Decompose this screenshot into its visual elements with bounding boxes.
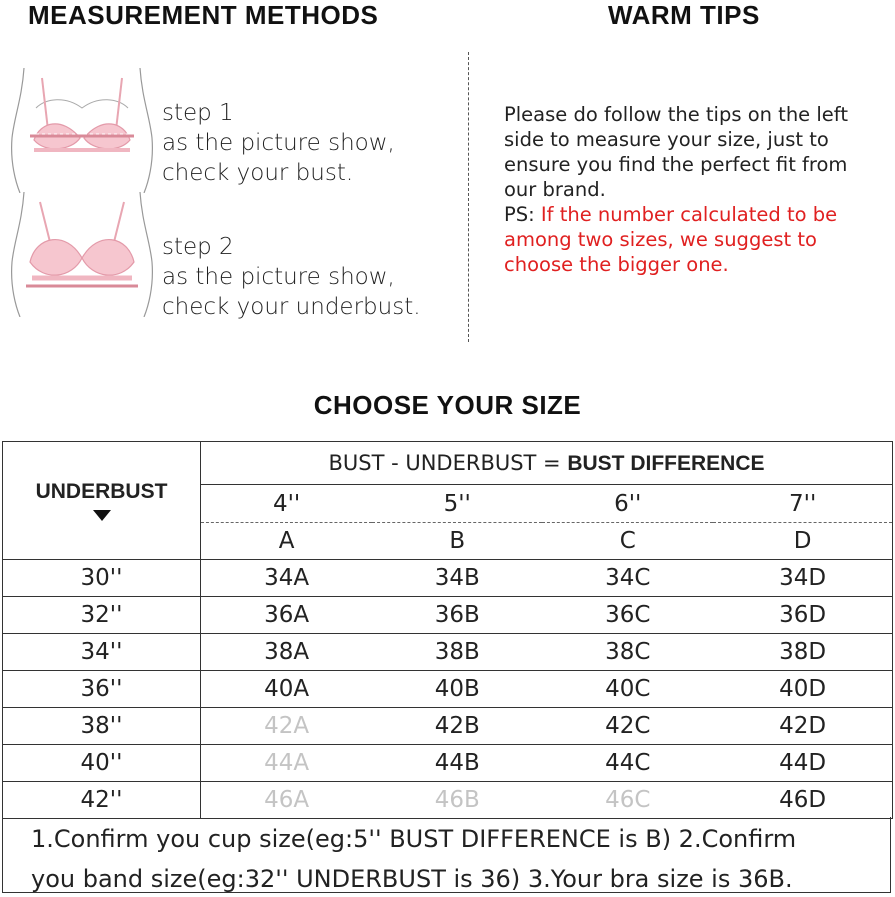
size-chart-table [2,441,893,819]
band-cell: 36'' [3,671,201,708]
size-cell: 44D [713,745,892,782]
table-row [3,708,893,745]
cup-cell: B [372,523,542,560]
table-row [3,782,893,819]
size-cell: 34B [372,560,542,597]
table-row [3,745,893,782]
size-cell: 42A [201,708,373,745]
section-divider [468,52,469,342]
size-cell: 44A [201,745,373,782]
band-cell: 34'' [3,634,201,671]
measurement-methods-title: MEASUREMENT METHODS [28,0,379,30]
choose-your-size-title: CHOOSE YOUR SIZE [313,390,582,420]
difference-cell: 7'' [713,485,892,523]
step-2-text [162,232,421,322]
size-cell: 34D [713,560,892,597]
underbust-header [3,442,201,560]
size-cell: 42C [542,708,713,745]
underbust-header-label: UNDERBUST [35,480,168,503]
band-cell: 42'' [3,782,201,819]
step-2-label: step 2 [162,234,234,260]
size-cell: 46A [201,782,373,819]
tips-body: Please do follow the tips on the left side to measure your size, just to ensure you find the perfect fit from our brand. [504,103,848,201]
size-cell: 42B [372,708,542,745]
size-instructions-note [2,817,891,893]
band-cell: 32'' [3,597,201,634]
step-2-line3: check your underbust. [162,294,421,320]
cup-cell: A [201,523,373,560]
size-cell: 40C [542,671,713,708]
tips-ps-prefix: PS: [504,203,541,226]
difference-cell: 6'' [542,485,713,523]
formula-bold: BUST DIFFERENCE [567,451,765,475]
bust-measurement-illustration [6,68,158,193]
size-cell: 38A [201,634,373,671]
band-cell: 40'' [3,745,201,782]
tips-ps-highlight: If the number calculated to be among two sizes, we suggest to choose the bigger one. [504,203,838,276]
band-cell: 30'' [3,560,201,597]
size-cell: 38D [713,634,892,671]
step-2-line2: as the picture show, [162,264,395,290]
bust-difference-formula [201,442,893,485]
size-cell: 36C [542,597,713,634]
size-cell: 36D [713,597,892,634]
size-cell: 46C [542,782,713,819]
size-cell: 40A [201,671,373,708]
size-cell: 36A [201,597,373,634]
size-cell: 38C [542,634,713,671]
difference-cell: 4'' [201,485,373,523]
step-1-line3: check your bust. [162,160,354,186]
band-cell: 38'' [3,708,201,745]
size-cell: 40B [372,671,542,708]
step-1-line2: as the picture show, [162,130,395,156]
size-cell: 44B [372,745,542,782]
size-cell: 46B [372,782,542,819]
cup-cell: D [713,523,892,560]
size-cell: 40D [713,671,892,708]
warm-tips-text [504,102,884,277]
table-row [3,634,893,671]
size-cell: 42D [713,708,892,745]
underbust-measurement-illustration [6,192,158,317]
note-line-2: you band size(eg:32'' UNDERBUST is 36) 3.Your bra size is 36B. [31,865,793,893]
table-row [3,671,893,708]
table-row [3,560,893,597]
difference-cell: 5'' [372,485,542,523]
table-row [3,597,893,634]
size-cell: 36B [372,597,542,634]
size-cell: 34C [542,560,713,597]
formula-row [3,442,893,485]
step-1-label: step 1 [162,100,234,126]
size-cell: 46D [713,782,892,819]
cup-cell: C [542,523,713,560]
size-cell: 38B [372,634,542,671]
note-line-1: 1.Confirm you cup size(eg:5'' BUST DIFFERENCE is B) 2.Confirm [31,825,797,853]
size-cell: 44C [542,745,713,782]
down-triangle-icon [93,510,111,521]
formula-prefix: BUST - UNDERBUST = [328,450,568,475]
warm-tips-title: WARM TIPS [608,0,760,30]
step-1-text [162,98,395,188]
size-cell: 34A [201,560,373,597]
